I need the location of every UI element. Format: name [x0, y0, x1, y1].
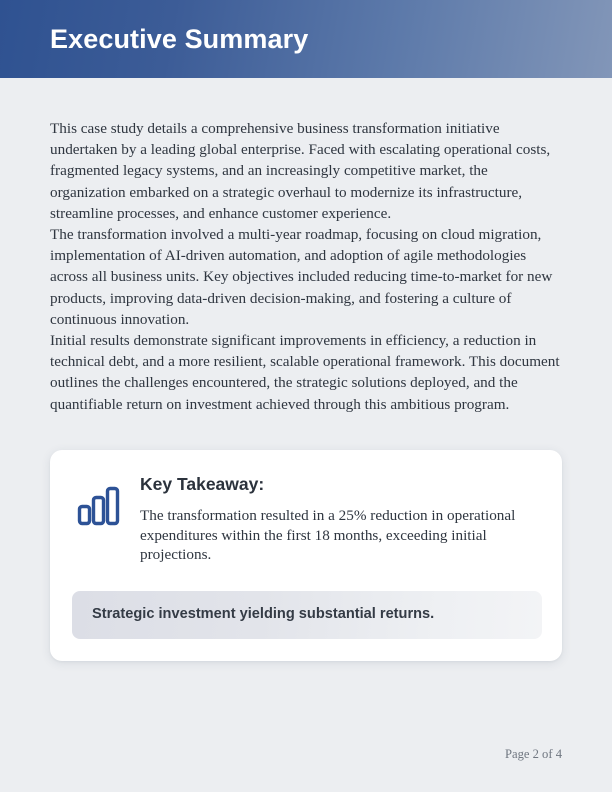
key-takeaway-callout-strip — [72, 591, 542, 639]
document-body — [50, 118, 566, 415]
page-header-banner — [0, 0, 612, 78]
key-takeaway-text-block — [140, 472, 542, 565]
page-number-label: Page 2 of 4 — [504, 747, 562, 761]
bar-chart-icon — [76, 482, 122, 528]
body-paragraph-3: Initial results demonstrate significant improvements in efficiency, a reduction in technical debt, and a more resilient, scalable operational framework. This document outlines the challenges encountered, the strategic solutions deployed, and the quantifiable return on investment achieved through this ambitious program. — [50, 332, 560, 413]
key-takeaway-header-row — [72, 472, 542, 565]
body-paragraph-1: This case study details a comprehensive business transformation initiative undertaken by a leading global enterprise. Faced with escalating operational costs, fragmented legacy systems, and an increasingly competitive market, the organization embarked on a strategic overhaul to modernize its infrastructure, streamline processes, and enhance customer experience. — [50, 120, 551, 222]
page-title: Executive Summary — [50, 23, 309, 54]
key-takeaway-body: The transformation resulted in a 25% reduction in operational expenditures within the first 18 months, exceeding initial projections. — [140, 507, 516, 564]
body-paragraph-2: The transformation involved a multi-year roadmap, focusing on cloud migration, implementation of AI-driven automation, and adoption of agile methodologies across all business units. Key objectives included reducing time-to-market for new products, improving data-driven decision-making, and fostering a culture of continuous innovation. — [50, 226, 553, 328]
key-takeaway-title: Key Takeaway: — [140, 474, 265, 494]
key-takeaway-card — [50, 450, 562, 661]
key-takeaway-callout-text: Strategic investment yielding substantial returns. — [92, 606, 435, 623]
